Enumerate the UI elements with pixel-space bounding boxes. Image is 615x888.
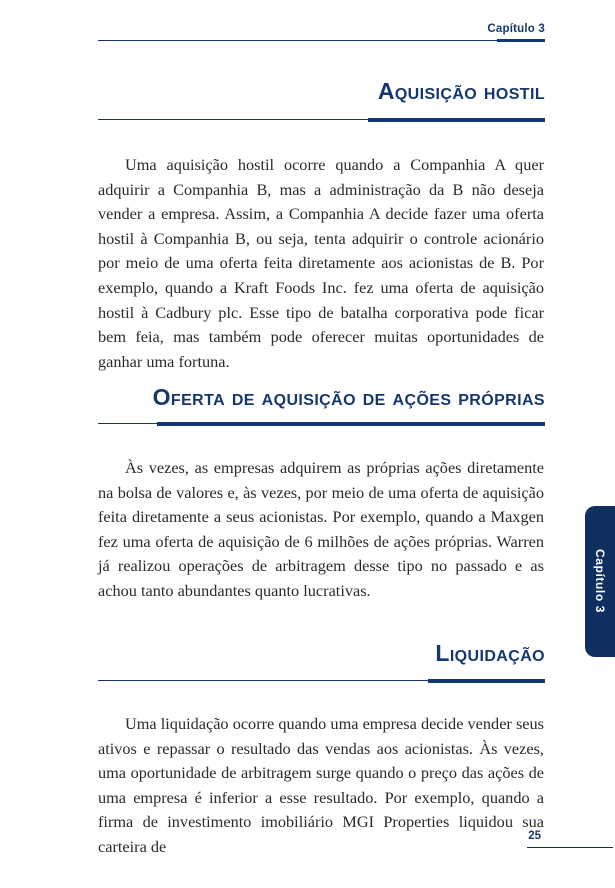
header-rule-thick-segment bbox=[497, 39, 545, 42]
body-paragraph: Uma liquidação ocorre quando uma empresa decide vender seus ativos e repassar o resultado das vendas aos acionistas. Às vezes, uma oportunidade de arbitragem surge quando o preço das ações de uma empresa é inferior a esse resultado. Por exemplo, quando a firma de investimento imobiliário MGI Properties liquidou sua carteira de bbox=[98, 714, 544, 856]
section-title-liquidacao: Liquidação bbox=[435, 640, 545, 666]
page-number: 25 bbox=[528, 830, 541, 842]
heading-rule-thick-segment bbox=[428, 679, 545, 683]
heading-rule bbox=[98, 680, 545, 681]
footer-rule bbox=[527, 847, 613, 848]
side-tab-label: Capítulo 3 bbox=[593, 549, 607, 614]
body-paragraph: Uma aquisição hostil ocorre quando a Companhia A quer adquirir a Companhia B, mas a administração da B não deseja vender a empresa. Assim, a Companhia A decide fazer uma oferta hostil à Companhia B, ou seja, tenta adquirir o controle acionário por meio de uma oferta feita diretamente aos acionistas de B. Por exemplo, quando a Kraft Foods Inc. fez uma oferta de aquisição hostil à Cadbury plc. Esse tipo de batalha corporativa pode ficar bem feia, mas também pode oferecer muitas oportunidades de ganhar uma fortuna. bbox=[98, 155, 544, 371]
section-title-oferta-acoes-proprias: Oferta de aquisição de ações próprias bbox=[152, 384, 545, 410]
heading-rule bbox=[98, 423, 545, 424]
chapter-side-tab bbox=[585, 506, 615, 657]
running-header-chapter-label: Capítulo 3 bbox=[487, 23, 545, 35]
heading-rule-thick-segment bbox=[157, 422, 545, 426]
body-paragraph: Às vezes, as empresas adquirem as próprias ações diretamente na bolsa de valores e, às vezes, por meio de uma oferta de aquisição feita diretamente a seus acionistas. Por exemplo, quando a Maxgen fez uma oferta de aquisição de 6 milhões de ações próprias. Warren já realizou operações de arbitragem desse tipo no passado e as achou tanto abundantes quanto lucrativas. bbox=[98, 458, 544, 600]
header-rule bbox=[98, 40, 545, 41]
section-title-aquisicao-hostil: Aquisição hostil bbox=[377, 78, 545, 104]
heading-rule-thick-segment bbox=[368, 118, 545, 122]
heading-rule bbox=[98, 119, 545, 120]
